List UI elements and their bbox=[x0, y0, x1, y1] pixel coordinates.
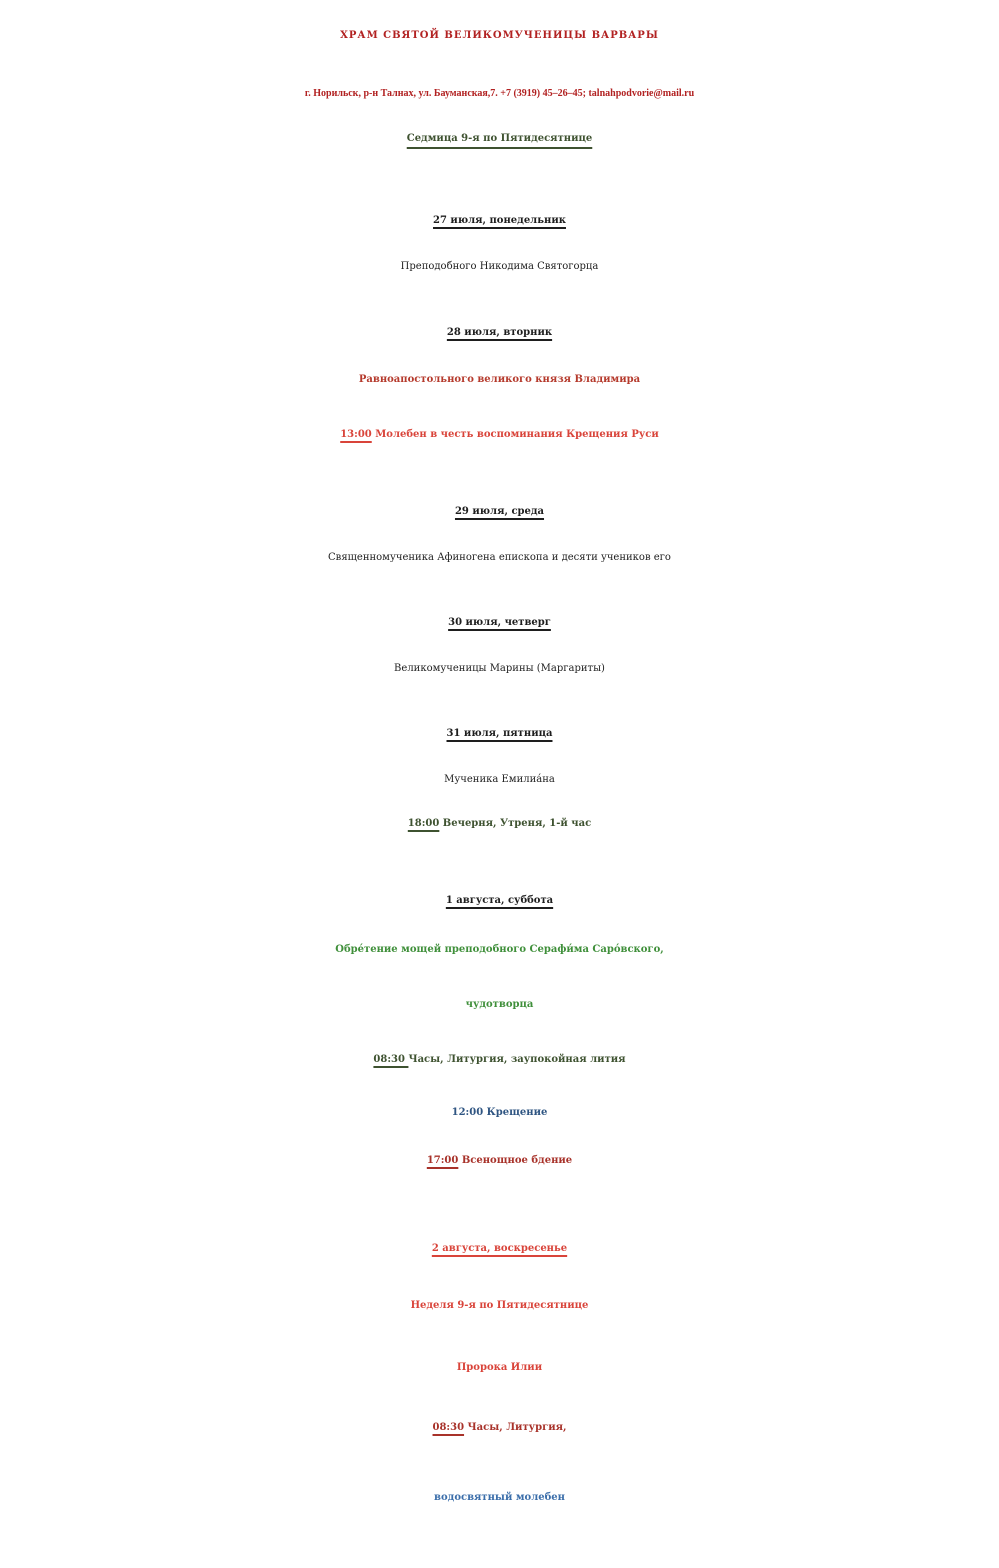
date-text: 1 августа, суббота bbox=[445, 895, 554, 906]
service-line-continued: водосвятный молебен bbox=[434, 1492, 565, 1503]
feast-title: Неделя 9-я по Пятидесятнице bbox=[410, 1300, 589, 1311]
service-name: Всенощное бдение bbox=[458, 1155, 573, 1166]
service-time: 08:30 bbox=[432, 1422, 465, 1433]
day-date bbox=[0, 506, 999, 517]
service-name: Вечерня, Утреня, 1-й час bbox=[439, 818, 592, 829]
day-date bbox=[0, 327, 999, 338]
day-date bbox=[0, 895, 999, 906]
day-date bbox=[0, 1243, 999, 1254]
church-title: ХРАМ СВЯТОЙ ВЕЛИКОМУЧЕНИЦЫ ВАРВАРЫ bbox=[340, 30, 659, 41]
extra-service: 12:00 Крещение bbox=[451, 1107, 548, 1118]
week-heading-text: Седмица 9-я по Пятидесятнице bbox=[406, 133, 593, 144]
service-time: 17:00 bbox=[426, 1155, 459, 1166]
date-text: 30 июля, четверг bbox=[448, 617, 551, 628]
service-line bbox=[0, 1054, 999, 1065]
date-text: 29 июля, среда bbox=[454, 506, 545, 517]
day-date bbox=[0, 728, 999, 739]
church-address: г. Норильск, р-н Талнах, ул. Бауманская,7. +7 (3919) 45–26–45; talnahpodvorie@mail.ru bbox=[304, 88, 695, 99]
service-time: 13:00 bbox=[340, 429, 372, 440]
service-name: Часы, Литургия, bbox=[464, 1422, 567, 1433]
day-saint: Преподобного Никодима Святогорца bbox=[400, 261, 599, 272]
day-date bbox=[0, 617, 999, 628]
feast-title-continued: чудотворца bbox=[465, 999, 534, 1010]
day-date bbox=[0, 215, 999, 226]
feast-title: Обре́тение мощей преподобного Серафи́ма Саро́вского, bbox=[335, 944, 664, 955]
service-line bbox=[0, 1422, 999, 1433]
service-time: 08:30 bbox=[373, 1054, 409, 1065]
service-line bbox=[0, 1155, 999, 1166]
day-saint: Мученика Емилиа́на bbox=[444, 774, 555, 785]
date-text: 31 июля, пятница bbox=[446, 728, 553, 739]
service-line bbox=[0, 429, 999, 440]
day-saint: Великомученицы Марины (Маргариты) bbox=[394, 663, 605, 674]
service-name: Молебен в честь воспоминания Крещения Руси bbox=[371, 429, 659, 440]
service-line bbox=[0, 818, 999, 829]
date-text: 2 августа, воскресенье bbox=[431, 1243, 568, 1254]
date-text: 28 июля, вторник bbox=[446, 327, 553, 338]
week-heading bbox=[0, 133, 999, 144]
day-saint: Священномученика Афиногена епископа и десяти учеников его bbox=[328, 552, 671, 563]
service-name: Часы, Литургия, заупокойная лития bbox=[408, 1054, 626, 1065]
date-text: 27 июля, понедельник bbox=[433, 215, 566, 226]
feast-title-continued: Пророка Илии bbox=[456, 1362, 543, 1373]
feast-title: Равноапостольного великого князя Владимира bbox=[358, 374, 641, 385]
service-time: 18:00 bbox=[407, 818, 440, 829]
